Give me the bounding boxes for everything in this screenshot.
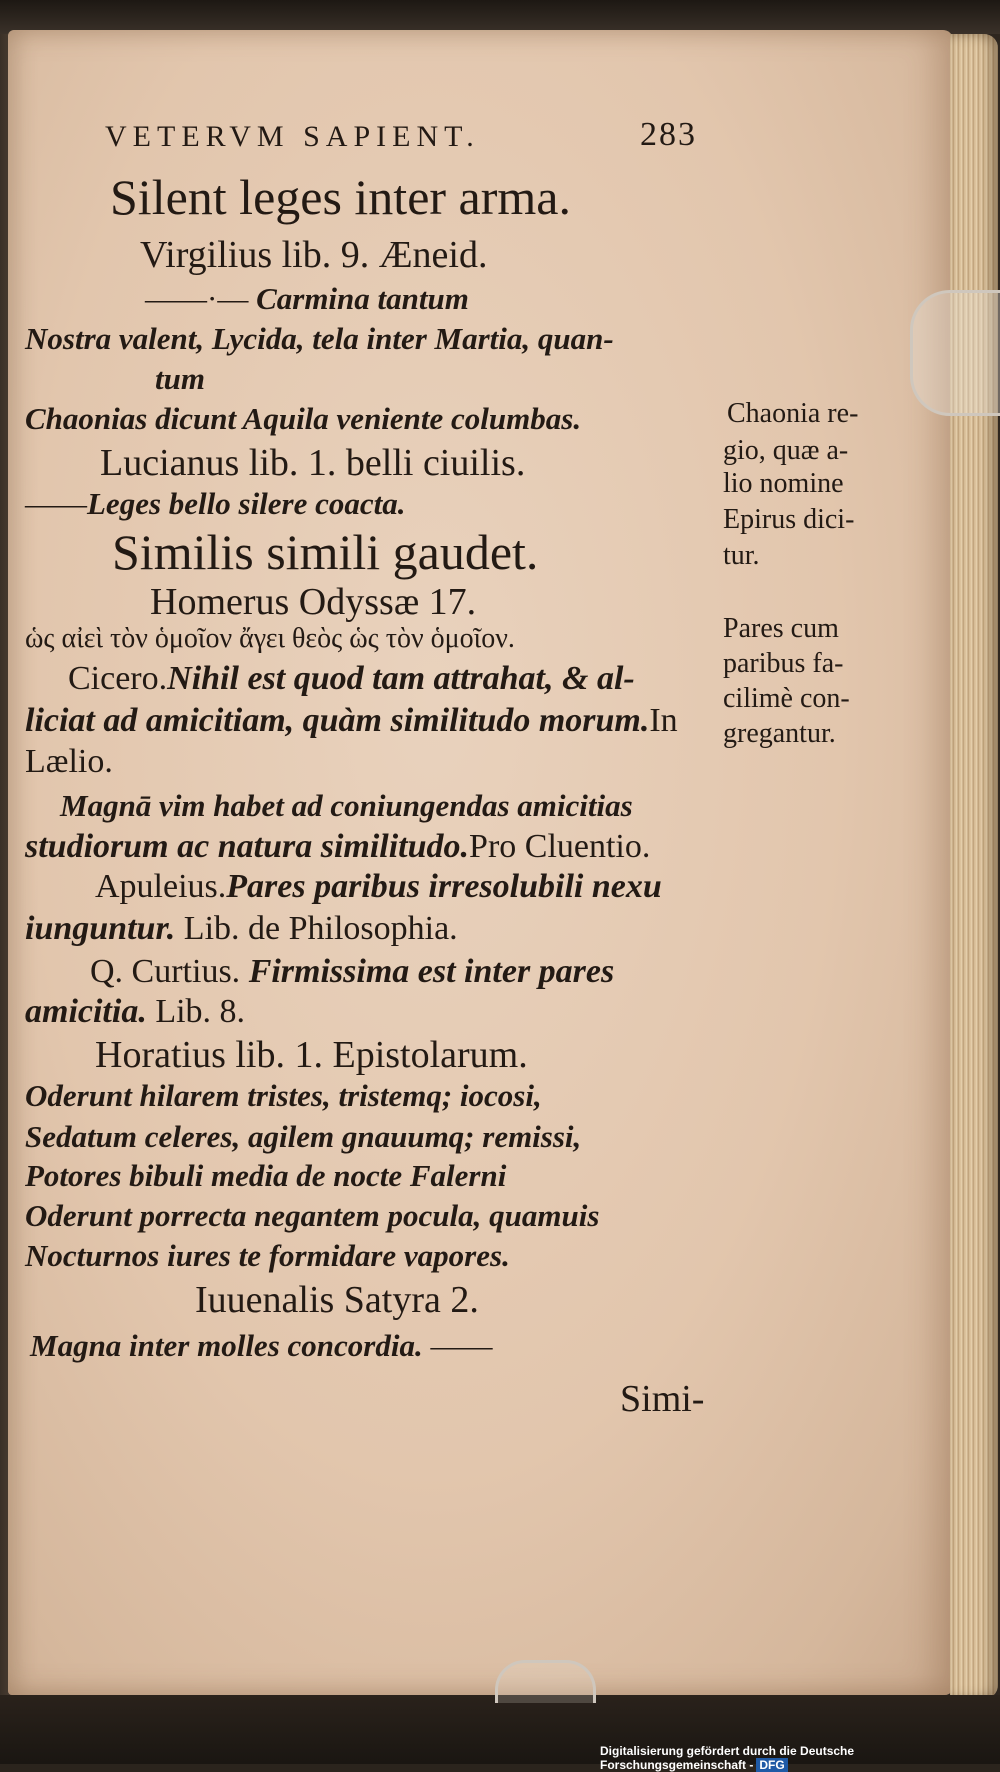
verse-line: Nocturnos iures te formidare vapores. [25, 1238, 510, 1273]
margin-note: gregantur. [723, 718, 836, 749]
verse-line: Oderunt hilarem tristes, tristemq; iocosi, [25, 1078, 542, 1113]
page-edges [950, 34, 998, 1699]
text-line: amicitia. Lib. 8. [25, 993, 246, 1030]
citation-horatius: Horatius lib. 1. Epistolarum. [95, 1034, 528, 1076]
verse-line: Magna inter molles concordia. —— [30, 1328, 493, 1363]
margin-note: gio, quæ a- [723, 435, 849, 466]
text-line: iunguntur. Lib. de Philosophia. [25, 910, 458, 947]
verse-line: Oderunt porrecta negantem pocula, quamuis [25, 1198, 600, 1233]
verse-line: tum [155, 361, 205, 396]
text-line: Q. Curtius. Firmissima est inter pares [90, 953, 615, 990]
citation-lucianus: Lucianus lib. 1. belli ciuilis. [100, 442, 526, 484]
page-clip-bottom [495, 1660, 596, 1703]
catchword: Simi- [620, 1378, 705, 1420]
verse-line: Chaonias dicunt Aquila veniente columbas. [25, 401, 582, 436]
margin-note: tur. [723, 540, 760, 571]
text-line: studiorum ac natura similitudo.Pro Cluentio. [25, 828, 651, 865]
citation-homerus: Homerus Odyssæ 17. [150, 581, 477, 623]
heading-similis: Similis simili gaudet. [112, 524, 539, 580]
digitization-credit: Digitalisierung gefördert durch die Deutsche Forschungsgemeinschaft - DFG [600, 1744, 855, 1772]
text-line: liciat ad amicitiam, quàm similitudo morum.In [25, 702, 678, 739]
text-line: Lælio. [25, 743, 113, 780]
text-line: Apuleius.Pares paribus irresolubili nexu [95, 868, 662, 905]
margin-note: Chaonia re- [727, 398, 859, 429]
margin-note: cilimè con- [723, 683, 850, 714]
text-line: Cicero.Nihil est quod tam attrahat, & al- [68, 660, 635, 697]
page-number: 283 [640, 116, 697, 153]
margin-note: paribus fa- [723, 648, 844, 679]
verse-line: Nostra valent, Lycida, tela inter Martia, quan- [25, 321, 614, 356]
text-line: Magnā vim habet ad coniungendas amicitias [60, 788, 633, 823]
verse-line: ——Leges bello silere coacta. [25, 486, 406, 521]
citation-virgilius: Virgilius lib. 9. Æneid. [140, 234, 488, 276]
running-title: VETERVM SAPIENT. [105, 120, 480, 153]
margin-note: lio nomine [723, 468, 844, 499]
heading-silent-leges: Silent leges inter arma. [110, 169, 571, 225]
greek-quote: ὡς αἰεὶ τὸν ὁμοῖον ἄγει θεὸς ὡς τὸν ὁμοῖον. [25, 623, 515, 654]
margin-note: Epirus dici- [723, 504, 855, 535]
verse-dash: ——·— Carmina tantum [145, 281, 469, 316]
page-clip-right [910, 290, 1000, 416]
verse-line: Potores bibuli media de nocte Falerni [25, 1158, 507, 1193]
top-binding-shadow [0, 0, 1000, 34]
dfg-logo: DFG [756, 1758, 787, 1772]
citation-iuuenalis: Iuuenalis Satyra 2. [195, 1279, 479, 1321]
margin-note: Pares cum [723, 613, 839, 644]
verse-line: Sedatum celeres, agilem gnauumq; remissi, [25, 1119, 582, 1154]
